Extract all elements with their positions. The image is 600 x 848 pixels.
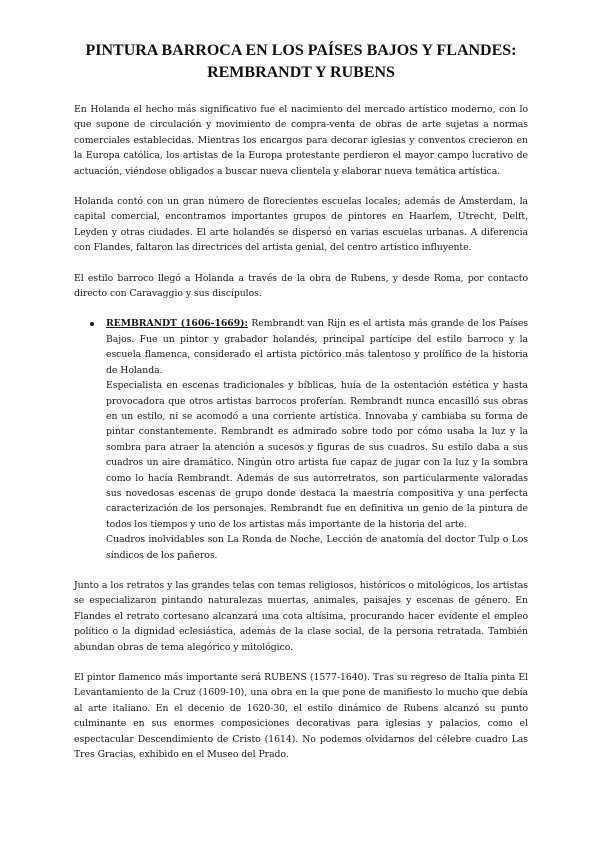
paragraph-mercado: En Holanda el hecho más significativo fue el nacimiento del mercado artístico moderno, con lo que supone de circulación y movimiento de compra-venta de obras de arte sujetas a normas comerciales establecidas. Mientras los encargos para decorar iglesias y conventos crecieron en la Europa católica, los artistas de la Europa protestante perdieron el mayor campo lucrativo de actuación, viéndose obligados a buscar nueva clientela y elaborar nueva temática artística. bbox=[74, 104, 528, 177]
rembrandt-text-1: Rembrandt van Rijn es el artista más grande de los Países Bajos. Fue un pintor y grabador holandés, principal partícipe del estilo barroco y la escuela flamenca, considerado el artista pictórico más talentoso y prolífico de la historia de Holanda. bbox=[106, 318, 529, 376]
bullet-icon bbox=[90, 322, 94, 326]
paragraph-retratos: Junto a los retratos y las grandes telas con temas religiosos, históricos o mitológicos, los artistas se especializaron pintando naturalezas muertas, animales, paisajes y escenas de género. En Flandes el retrato cortesano alcanzará una cota altísima, procurando hacer evidente el empleo político o la dignidad eclesiástica, además de la clase social, de la persona retratada. También abundan obras de tema alegórico y mitológico. bbox=[74, 579, 528, 653]
paragraph-escuelas: Holanda contó con un gran número de florecientes escuelas locales; además de Ámsterdam, la capital comercial, encontramos importantes grupos de pintores en Haarlem, Utrecht, Delft, Leyden y otras ciudades. El arte holandés se dispersó en varias escuelas urbanas. A diferencia con Flandes, faltaron las directrices del artista genial, del centro artístico influyente. bbox=[74, 196, 528, 254]
paragraph-estilo: El estilo barroco llegó a Holanda a través de la obra de Rubens, y desde Roma, por contacto directo con Caravaggio y sus discípulos. bbox=[74, 272, 528, 300]
rembrandt-text-3: Cuadros inolvidables son La Ronda de Noche, Lección de anatomía del doctor Tulp o Los síndicos de los pañeros. bbox=[106, 534, 528, 561]
title-line-1: PINTURA BARROCA EN LOS PAÍSES BAJOS Y FLANDES: bbox=[85, 42, 517, 59]
rembrandt-heading: REMBRANDT (1606-1669): bbox=[106, 318, 248, 330]
rembrandt-intro bbox=[106, 316, 528, 378]
title-line-2: REMBRANDT Y RUBENS bbox=[207, 64, 395, 81]
rembrandt-bullet bbox=[74, 316, 528, 563]
paragraph-rubens: El pintor flamenco más importante será RUBENS (1577-1640). Tras su regreso de Italia pinta El Levantamiento de la Cruz (1609-10), una obra en la que pone de manifiesto lo mucho que debía al arte italiano. En el decenio de 1620-30, el estilo dinámico de Rubens alcanzó su punto culminante en sus enormes composiciones decorativas para iglesias y palacios, como el espectacular Descendimiento de Cristo (1614). No podemos olvidarnos del célebre cuadro Las Tres Gracias, exhibido en el Museo del Prado. bbox=[74, 672, 528, 761]
document-title bbox=[74, 40, 528, 84]
rembrandt-text-2: Especialista en escenas tradicionales y bíblicas, huía de la ostentación estética y hasta provocadora que otros artistas barrocos proferían. Rembrandt nunca encasilló sus obras en un estilo, ni se acomodó a una corriente artística. Innovaba y cambiaba su forma de pintar constantemente. Rembrandt es admirado sobre todo por cómo usaba la luz y la sombra para atraer la atención a sucesos y figuras de sus cuadros. Su estilo daba a sus cuadros un aire dramático. Ningún otro artista fue capaz de jugar con la luz y la sombra como lo hacía Rembrandt. Además de sus autorretratos, son particularmente valoradas sus novedosas escenas de grupo donde destaca la maestría compositiva y una perfecta caracterización de los personajes. Rembrandt fue en definitiva un genio de la pintura de todos los tiempos y uno de los artistas más importante de la historia del arte. bbox=[106, 380, 528, 530]
document-page bbox=[74, 40, 528, 777]
